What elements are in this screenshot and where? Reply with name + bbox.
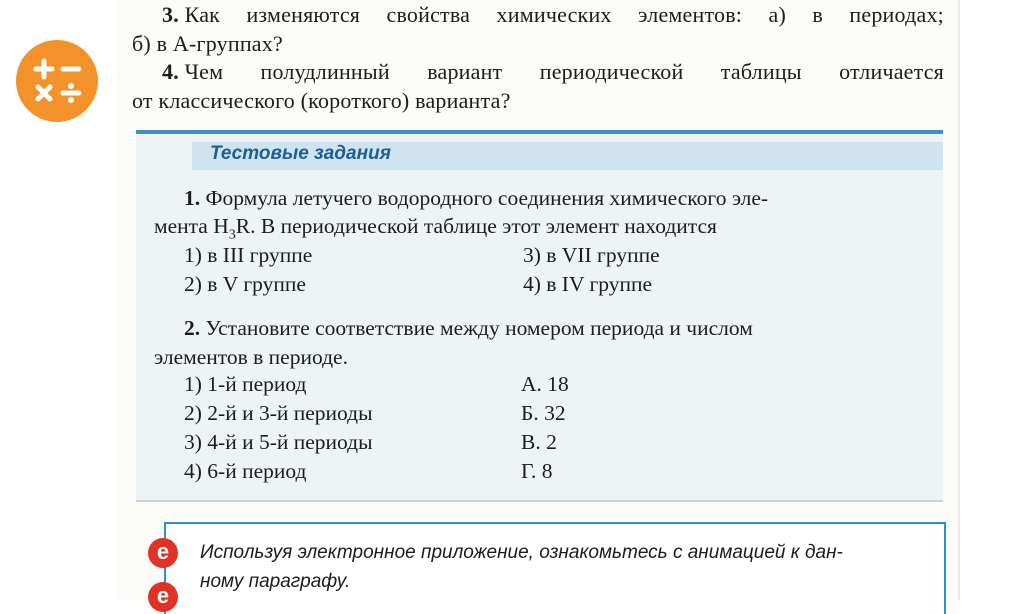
task-2-right-g: Г. 8 [521, 459, 553, 483]
test-tasks-box [136, 130, 943, 502]
math-operations-icon [16, 40, 98, 122]
question-4-line2: от классического (короткого) варианта? [132, 88, 511, 113]
electronic-supplement-text: Используя электронное приложение, ознакомьтесь с анимацией к дан- ному параграфу. [200, 542, 843, 592]
task-number: 1. [184, 186, 201, 210]
test-tasks-title: Тестовые задания [210, 143, 391, 164]
task-1-option-2: 2) в V группе [184, 272, 306, 296]
task-2-left-2: 2) 2-й и 3-й периоды [184, 401, 373, 425]
electronic-app-icon-2: е [148, 582, 178, 612]
question-number: 4. [162, 59, 179, 84]
question-4-line1: 4. Чем полудлинный вариант периодической таблицы отличается [162, 59, 944, 84]
task-2-left-1: 1) 1-й период [184, 372, 307, 396]
task-1-line2: мента $H_3R$. В периодической таблице этот элемент находится [154, 214, 717, 243]
question-3-line1: 3. Как изменяются свойства химических элементов: а) в периодах; [162, 2, 944, 27]
task-1-option-4: 4) в IV группе [523, 272, 653, 296]
task-1-line1: 1. Формула летучего водородного соединения химического эле- [184, 186, 769, 210]
task-2-right-b: Б. 32 [521, 401, 566, 425]
question-3-line2: б) в А-группах? [132, 31, 283, 56]
task-2-left-3: 3) 4-й и 5-й периоды [184, 430, 373, 454]
test-tasks-header [192, 142, 943, 170]
electronic-app-icon: е [148, 538, 178, 568]
task-2-line2: элементов в периоде. [154, 345, 348, 369]
task-1-option-3: 3) в VII группе [523, 243, 660, 267]
question-4 [162, 57, 944, 86]
task-2-right-a: А. 18 [521, 372, 569, 396]
task-number: 2. [184, 316, 201, 340]
task-2-left-4: 4) 6-й период [184, 459, 307, 483]
task-1-option-1: 1) в III группе [184, 243, 313, 267]
question-3 [162, 0, 944, 29]
task-2-right-v: В. 2 [521, 430, 557, 454]
task-2-line1: 2. Установите соответствие между номером периода и числом [184, 316, 753, 340]
electronic-supplement-box [164, 522, 946, 614]
question-number: 3. [162, 2, 179, 27]
